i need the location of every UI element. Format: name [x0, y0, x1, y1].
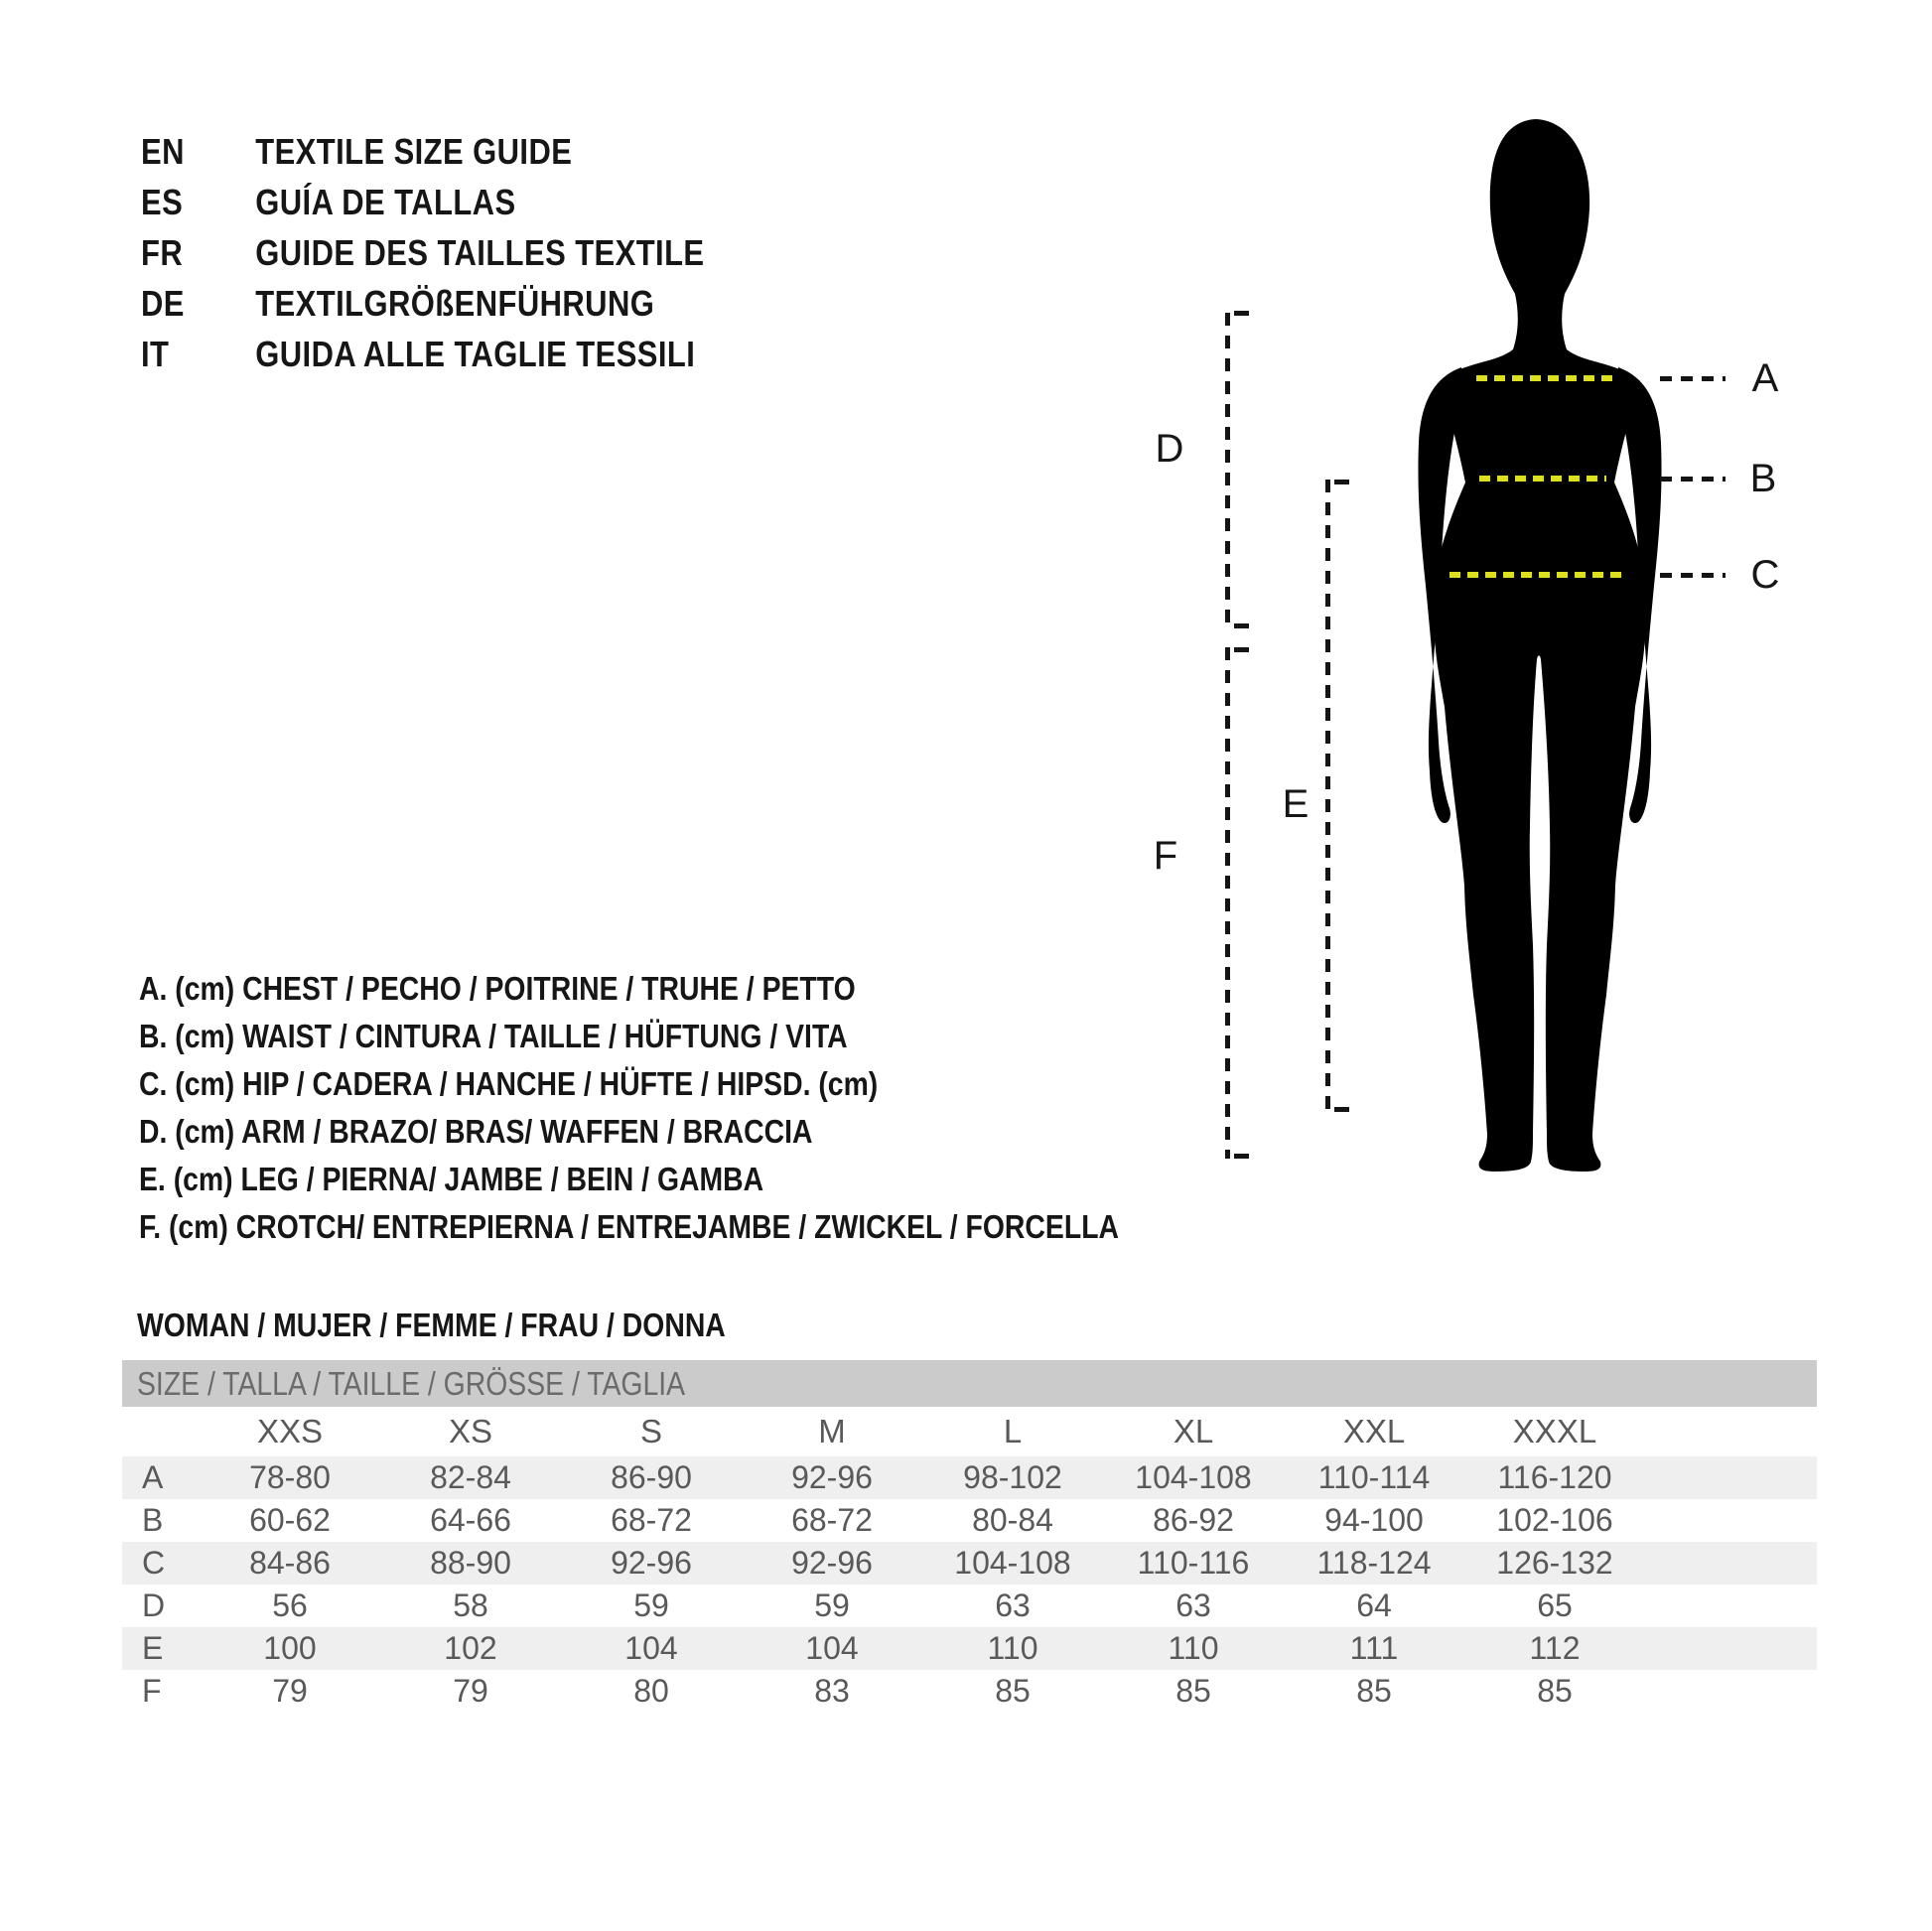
table-cell: 79 [272, 1673, 308, 1709]
filler-cell [1645, 1627, 1817, 1670]
filler-cell [1645, 1670, 1817, 1713]
guide-title: TEXTILE SIZE GUIDE [255, 131, 573, 172]
row-label: E [142, 1630, 164, 1666]
arm-line-top-tick [1234, 311, 1249, 316]
table-cell: 94-100 [1324, 1502, 1424, 1538]
table-cell: 56 [272, 1587, 308, 1623]
size-col-xxxl: XXXL [1512, 1413, 1597, 1449]
filler-cell [1645, 1585, 1817, 1627]
leg-line-bottom-tick [1334, 1107, 1349, 1112]
legend-line-chest: A. (cm) CHEST / PECHO / POITRINE / TRUHE / PETTO [139, 970, 856, 1007]
size-table-body [122, 1456, 1817, 1713]
measure-label-crotch: F [1153, 834, 1178, 878]
legend-line-arm: D. (cm) ARM / BRAZO/ BRAS/ WAFFEN / BRACCIA [139, 1113, 813, 1150]
measure-label-arm: D [1155, 427, 1184, 471]
table-row [122, 1456, 1817, 1499]
table-cell: 80-84 [972, 1502, 1053, 1538]
table-cell: 118-124 [1316, 1545, 1432, 1581]
guide-title: GUIDE DES TAILLES TEXTILE [255, 232, 705, 273]
table-cell: 59 [814, 1587, 850, 1623]
table-row [122, 1670, 1817, 1713]
table-row [122, 1499, 1817, 1542]
measurement-legend [139, 965, 1279, 1251]
woman-silhouette-image [1390, 111, 1688, 1178]
row-label: C [142, 1545, 166, 1581]
table-row [122, 1542, 1817, 1585]
waist-leader-dash [1660, 477, 1725, 482]
size-names-row [122, 1407, 1817, 1456]
row-label: F [142, 1673, 162, 1709]
size-col-xxs: XXS [256, 1413, 324, 1449]
table-cell: 80 [633, 1673, 669, 1709]
waist-measure-dash [1479, 476, 1606, 482]
table-cell: 98-102 [963, 1459, 1062, 1495]
table-cell: 68-72 [791, 1502, 873, 1538]
arm-measure-line [1225, 313, 1230, 628]
table-cell: 82-84 [430, 1459, 511, 1495]
table-cell: 60-62 [249, 1502, 331, 1538]
corner-cell [122, 1407, 200, 1456]
filler-cell [1645, 1542, 1817, 1585]
size-table [122, 1407, 1817, 1713]
table-cell: 111 [1349, 1630, 1399, 1666]
table-cell: 102-106 [1496, 1502, 1613, 1538]
audience-line: WOMAN / MUJER / FEMME / FRAU / DONNA [137, 1307, 726, 1343]
filler-cell [1645, 1456, 1817, 1499]
measure-label-hip: C [1750, 553, 1780, 597]
table-cell: 110-114 [1317, 1459, 1431, 1495]
language-row-es [141, 177, 796, 227]
table-cell: 116-120 [1497, 1459, 1612, 1495]
filler-cell [1645, 1499, 1817, 1542]
table-cell: 92-96 [791, 1545, 873, 1581]
table-row [122, 1585, 1817, 1627]
table-cell: 104-108 [954, 1545, 1071, 1581]
table-cell: 85 [1537, 1673, 1573, 1709]
table-cell: 86-90 [611, 1459, 692, 1495]
size-col-l: L [1003, 1413, 1023, 1449]
table-cell: 110-116 [1137, 1545, 1250, 1581]
legend-line-leg: E. (cm) LEG / PIERNA/ JAMBE / BEIN / GAMBA [139, 1161, 764, 1197]
table-cell: 78-80 [249, 1459, 331, 1495]
row-label: D [142, 1587, 166, 1623]
language-code: FR [141, 232, 184, 273]
guide-title: GUÍA DE TALLAS [255, 182, 516, 222]
hip-measure-dash [1449, 572, 1628, 578]
table-cell: 85 [1356, 1673, 1392, 1709]
table-cell: 104 [805, 1630, 859, 1666]
table-cell: 110 [987, 1630, 1038, 1666]
size-col-s: S [639, 1413, 662, 1449]
table-cell: 86-92 [1153, 1502, 1234, 1538]
guide-title: GUIDA ALLE TAGLIE TESSILI [255, 334, 696, 374]
table-cell: 58 [453, 1587, 488, 1623]
language-row-de [141, 278, 796, 329]
size-col-m: M [818, 1413, 846, 1449]
legend-line-crotch: F. (cm) CROTCH/ ENTREPIERNA / ENTREJAMBE / ZWICKEL / FORCELLA [139, 1208, 1120, 1245]
language-code: IT [141, 334, 170, 374]
measure-label-waist: B [1749, 457, 1777, 500]
table-cell: 92-96 [611, 1545, 692, 1581]
table-cell: 84-86 [249, 1545, 331, 1581]
language-code: EN [141, 131, 185, 172]
table-cell: 100 [263, 1630, 317, 1666]
table-cell: 64 [1356, 1587, 1392, 1623]
row-label: B [142, 1502, 164, 1538]
guide-title: TEXTILGRÖßENFÜHRUNG [255, 283, 655, 324]
language-code: DE [141, 283, 185, 324]
table-cell: 79 [453, 1673, 488, 1709]
table-cell: 112 [1529, 1630, 1581, 1666]
size-col-xxl: XXL [1342, 1413, 1406, 1449]
size-table-section [122, 1360, 1817, 1713]
table-cell: 68-72 [611, 1502, 692, 1538]
table-cell: 110 [1168, 1630, 1219, 1666]
table-cell: 104-108 [1135, 1459, 1252, 1495]
hip-leader-dash [1660, 573, 1725, 578]
language-title-block [141, 126, 796, 379]
table-cell: 63 [1175, 1587, 1211, 1623]
table-row [122, 1627, 1817, 1670]
table-cell: 102 [444, 1630, 497, 1666]
legend-line-waist: B. (cm) WAIST / CINTURA / TAILLE / HÜFTUNG / VITA [139, 1018, 848, 1054]
language-row-fr [141, 227, 796, 278]
language-code: ES [141, 182, 184, 222]
table-cell: 88-90 [430, 1545, 511, 1581]
chest-measure-dash [1476, 375, 1615, 381]
leg-measure-line [1325, 480, 1330, 1112]
table-cell: 92-96 [791, 1459, 873, 1495]
chest-leader-dash [1660, 376, 1725, 381]
size-col-xl: XL [1173, 1413, 1214, 1449]
table-cell: 85 [995, 1673, 1031, 1709]
size-table-header-bar: SIZE / TALLA / TAILLE / GRÖSSE / TAGLIA [122, 1360, 1817, 1407]
measure-label-chest: A [1751, 356, 1779, 400]
arm-line-bottom-tick [1234, 623, 1249, 628]
row-label: A [142, 1459, 164, 1495]
table-cell: 83 [814, 1673, 850, 1709]
crotch-line-top-tick [1234, 647, 1249, 652]
legend-line-hip: C. (cm) HIP / CADERA / HANCHE / HÜFTE / HIPSD. (cm) [139, 1065, 879, 1102]
language-row-en [141, 126, 796, 177]
filler-cell [1645, 1407, 1817, 1456]
table-cell: 65 [1537, 1587, 1573, 1623]
size-col-xs: XS [448, 1413, 493, 1449]
table-cell: 64-66 [430, 1502, 511, 1538]
table-cell: 85 [1175, 1673, 1211, 1709]
table-cell: 126-132 [1496, 1545, 1613, 1581]
language-row-it [141, 329, 796, 379]
measure-label-leg: E [1282, 782, 1310, 826]
table-cell: 59 [633, 1587, 669, 1623]
table-cell: 63 [995, 1587, 1031, 1623]
leg-line-top-tick [1334, 480, 1349, 484]
table-cell: 104 [624, 1630, 678, 1666]
